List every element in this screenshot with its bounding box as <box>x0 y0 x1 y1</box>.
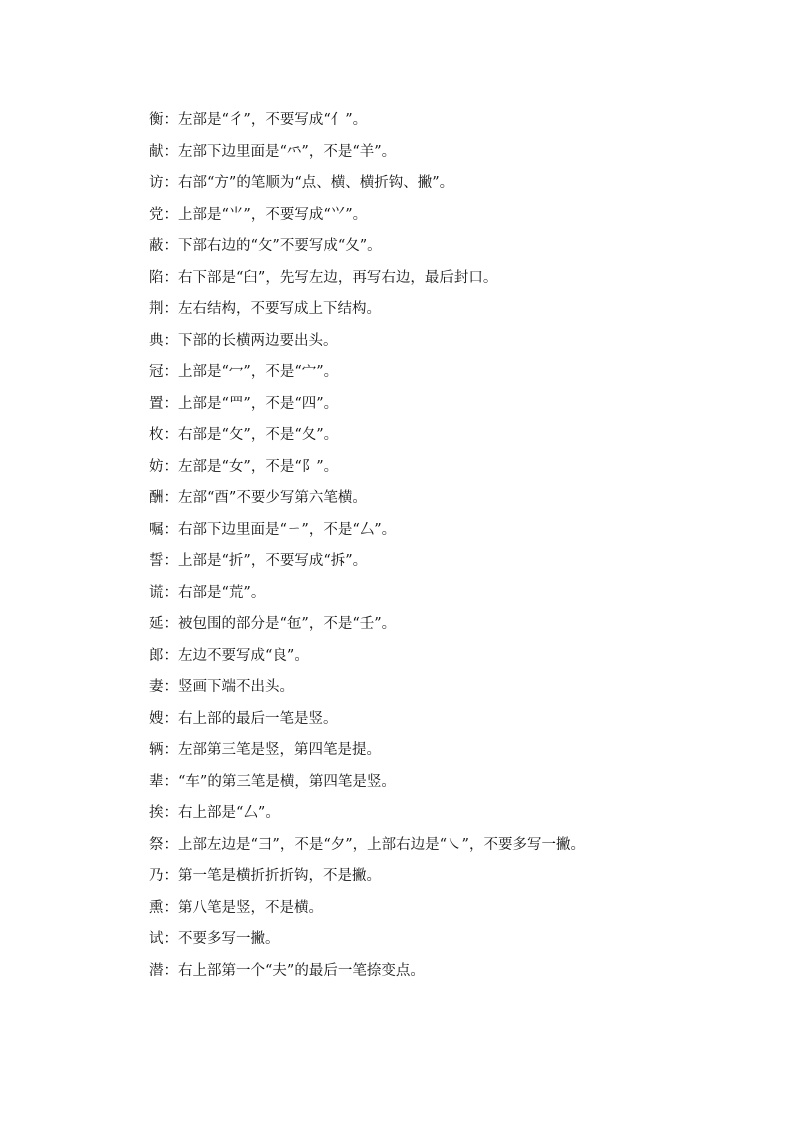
note-line: 潜：右上部第一个“夫”的最后一笔捺变点。 <box>149 962 425 979</box>
note-line: 献：左部下边里面是“⺤”，不是“羊”。 <box>149 143 397 160</box>
note-line: 祭：上部左边是“⺕”，不是“夕”，上部右边是“㇏”，不要多写一撇。 <box>149 836 585 853</box>
note-line: 辆：左部第三笔是竖，第四笔是提。 <box>149 742 381 758</box>
note-line: 酬：左部“酉”不要少写第六笔横。 <box>149 490 367 506</box>
note-line: 妻：竖画下端不出头。 <box>149 679 294 695</box>
note-line: 置：上部是“罒”，不是“四”。 <box>149 395 339 412</box>
note-line: 枚：右部是“攵”，不是“夂”。 <box>149 427 339 443</box>
note-line: 陷：右下部是“臼”，先写左边，再写右边，最后封口。 <box>149 269 498 286</box>
note-line: 嫂：右上部的最后一笔是竖。 <box>149 710 338 727</box>
note-line: 郎：左边不要写成“良”。 <box>149 647 309 664</box>
note-line: 辈：“车”的第三笔是横，第四笔是竖。 <box>149 773 396 790</box>
note-line: 典：下部的长横两边要出头。 <box>149 332 338 349</box>
note-line: 试：不要多写一撇。 <box>149 931 280 947</box>
note-line: 访：右部“方”的笔顺为“点、横、横折钩、撇”。 <box>149 175 455 191</box>
note-line: 延：被包围的部分是“㐌”，不是“壬”。 <box>149 616 397 632</box>
note-line: 挨：右上部是“厶”。 <box>149 805 280 821</box>
note-line: 蔽：下部右边的“攵”不要写成“夂”。 <box>149 238 382 254</box>
note-line: 妨：左部是“女”，不是“阝”。 <box>149 458 339 475</box>
note-line: 誓：上部是“折”，不要写成“拆”。 <box>149 553 368 569</box>
note-line: 冠：上部是“冖”，不是“宀”。 <box>149 364 339 380</box>
note-line: 衡：左部是“彳”，不要写成“亻”。 <box>149 112 368 128</box>
character-notes-list <box>149 105 709 987</box>
note-line: 党：上部是“⺌”，不要写成“⺍”。 <box>149 206 368 223</box>
note-line: 熏：第八笔是竖，不是横。 <box>149 899 323 916</box>
note-line: 乃：第一笔是横折折折钩，不是撇。 <box>149 868 381 884</box>
note-line: 谎：右部是“荒”。 <box>149 584 266 601</box>
note-line: 荆：左右结构，不要写成上下结构。 <box>149 301 381 317</box>
note-line: 嘱：右部下边里面是“ㄧ”，不是“厶”。 <box>149 521 397 538</box>
